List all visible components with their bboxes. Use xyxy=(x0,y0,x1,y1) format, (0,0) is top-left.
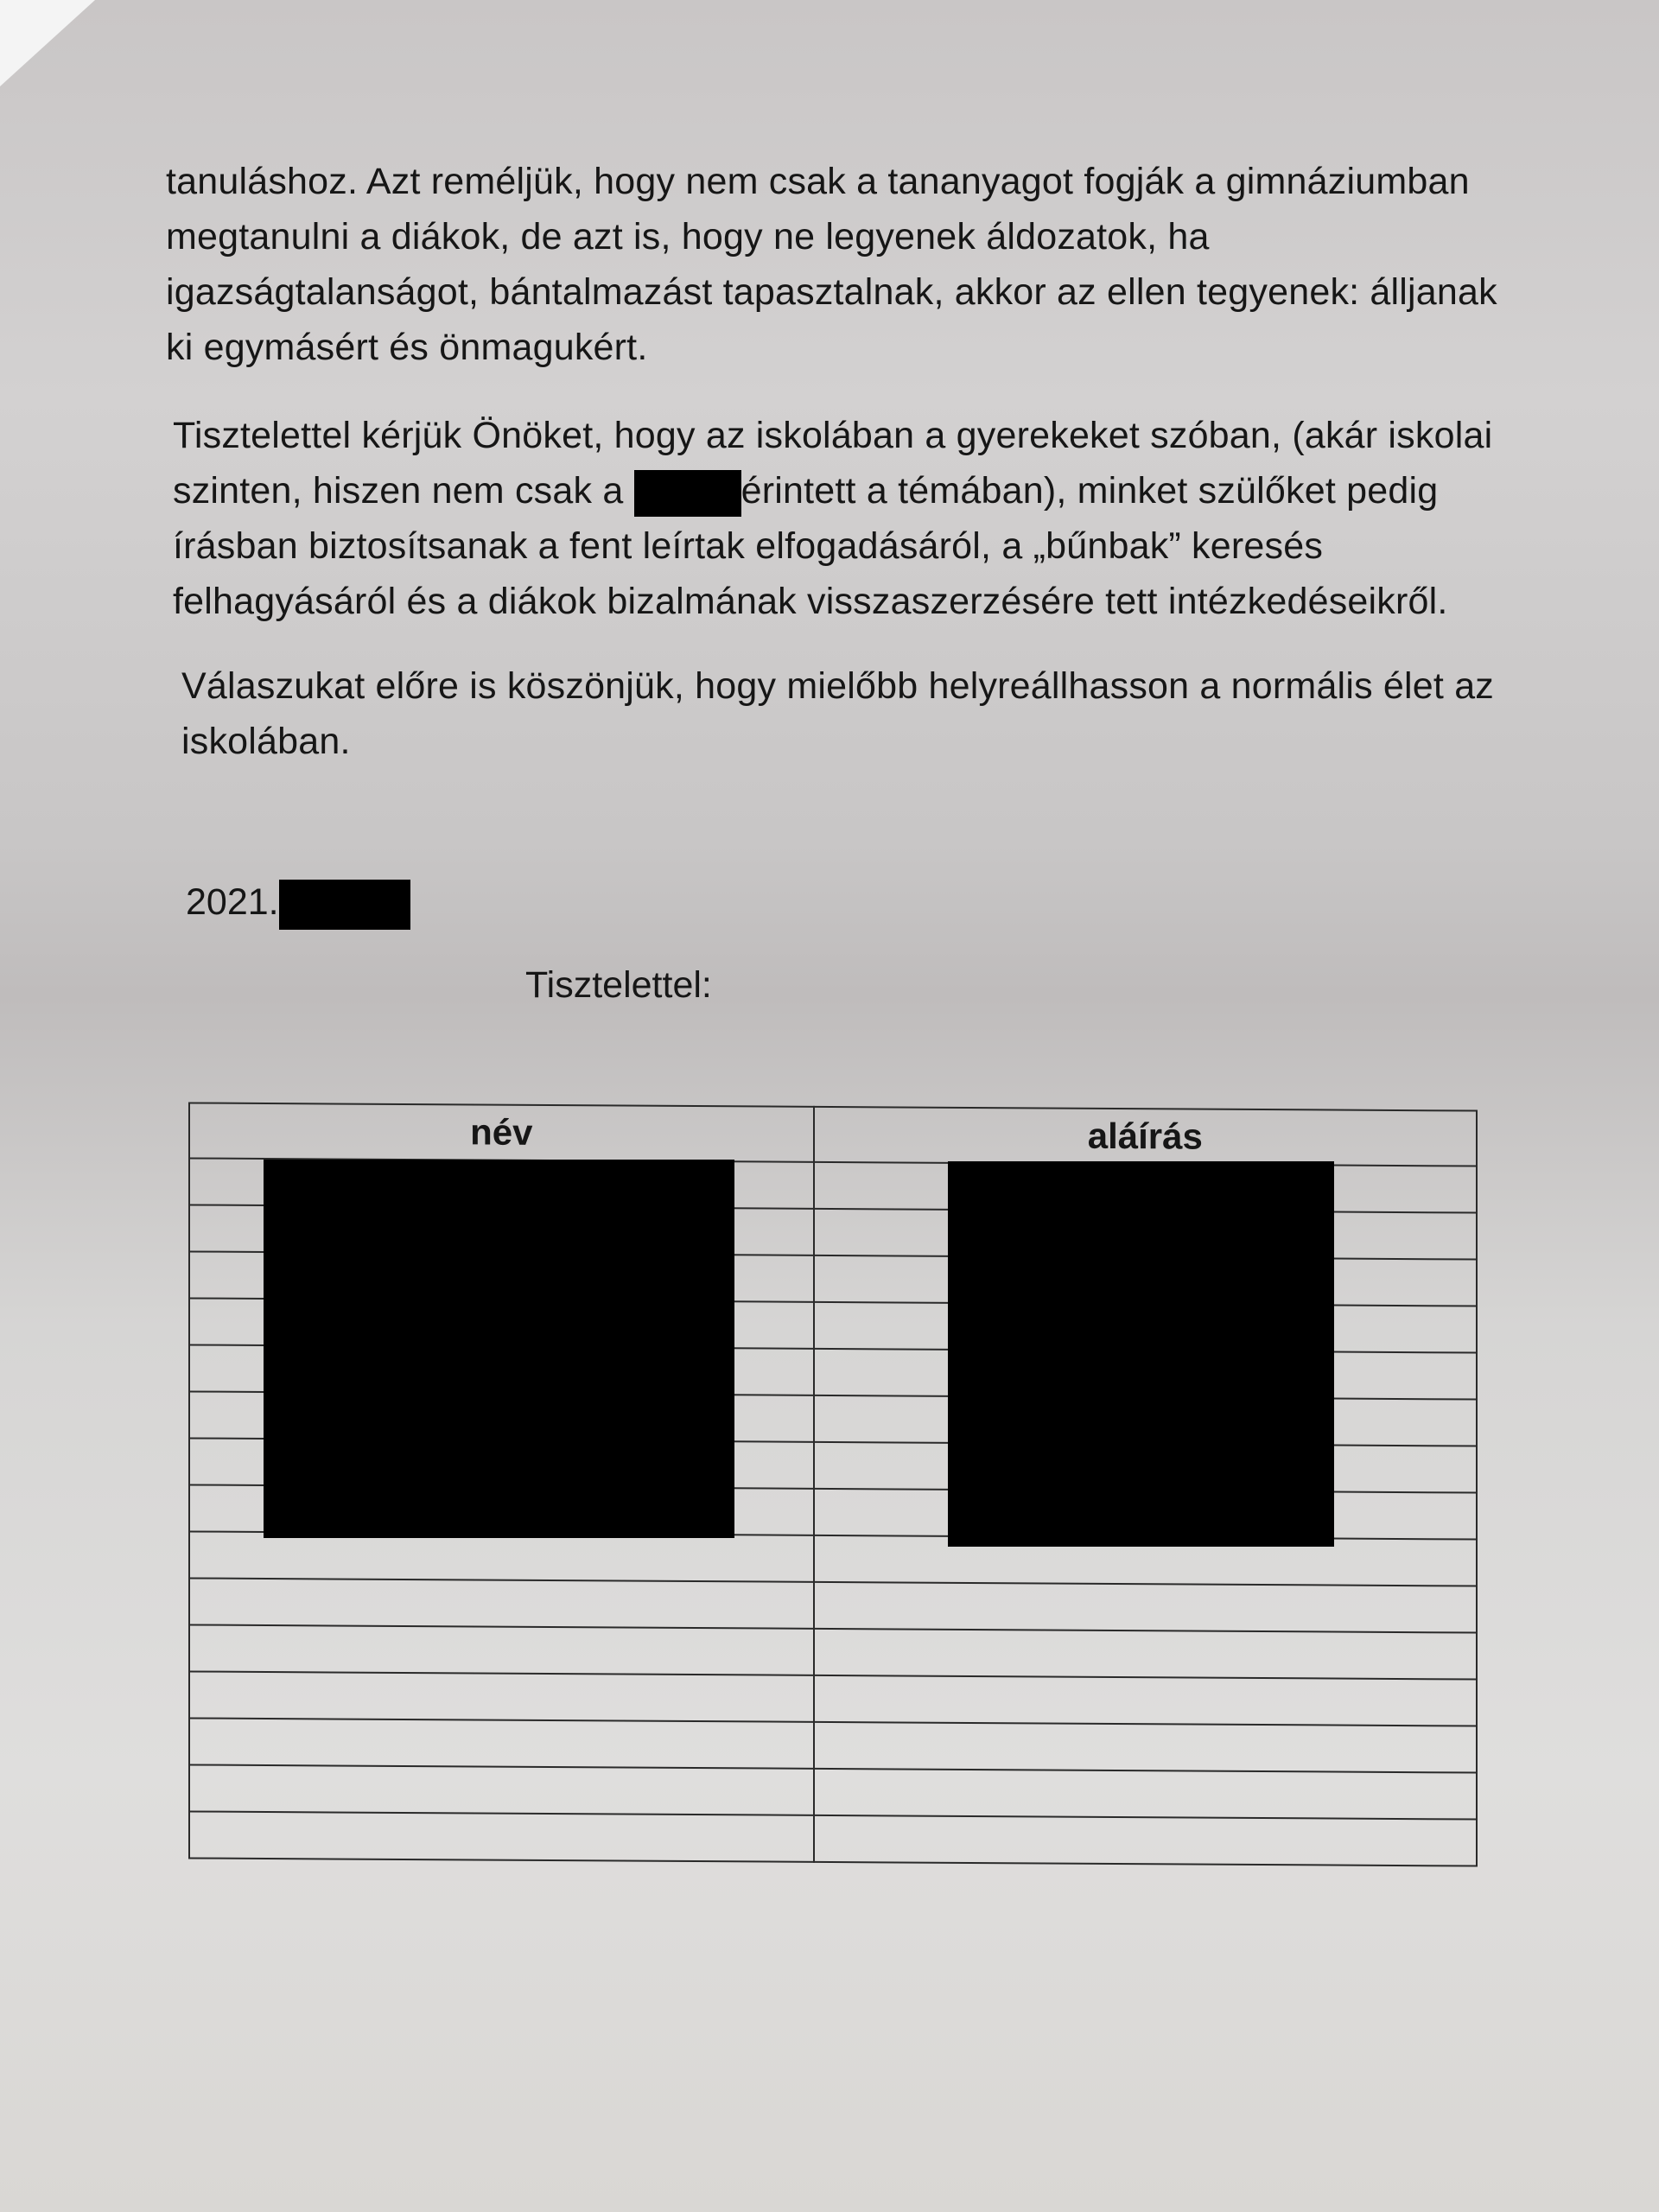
paragraph-1-line: tanuláshoz. Azt reméljük, hogy nem csak a tananyagot fogják a gimnáziumban xyxy=(166,161,1470,202)
paragraph-2-line: felhagyásáról és a diákok bizalmának visszaszerzésére tett intézkedéseikről. xyxy=(173,581,1448,622)
table-row xyxy=(189,1578,1477,1632)
table-row xyxy=(189,1811,1477,1866)
paragraph-1-line: igazságtalanságot, bántalmazást tapasztalnak, akkor az ellen tegyenek: álljanak xyxy=(166,271,1497,313)
signature-cell xyxy=(814,1582,1477,1633)
paragraph-1 xyxy=(166,154,1497,375)
redaction-block-signatures xyxy=(948,1161,1334,1547)
table-row xyxy=(189,1764,1477,1819)
name-cell xyxy=(189,1531,814,1581)
signature-cell xyxy=(814,1629,1477,1680)
table-row xyxy=(189,1671,1477,1726)
date-text: 2021. xyxy=(186,881,279,923)
name-cell xyxy=(189,1624,814,1675)
name-cell xyxy=(189,1811,814,1861)
redaction-block-names xyxy=(264,1160,734,1538)
closing-text: Tisztelettel: xyxy=(525,964,712,1006)
signature-cell xyxy=(814,1722,1477,1773)
paragraph-1-line: megtanulni a diákok, de azt is, hogy ne legyenek áldozatok, ha xyxy=(166,216,1210,257)
table-row xyxy=(189,1624,1477,1679)
signature-cell xyxy=(814,1675,1477,1726)
name-cell xyxy=(189,1718,814,1768)
signature-cell xyxy=(814,1815,1477,1866)
paragraph-2-line xyxy=(173,463,1492,518)
page-fold-corner xyxy=(0,0,95,86)
name-cell xyxy=(189,1764,814,1815)
date-line xyxy=(186,874,410,930)
column-header-name: név xyxy=(189,1103,814,1161)
table-row xyxy=(189,1718,1477,1772)
redaction-block xyxy=(279,880,410,930)
name-cell xyxy=(189,1578,814,1628)
paragraph-2-text: szinten, hiszen nem csak a xyxy=(173,470,634,512)
paragraph-3-line: iskolában. xyxy=(181,721,351,762)
paragraph-2-line: írásban biztosítsanak a fent leírtak elfogadásáról, a „bűnbak” keresés xyxy=(173,525,1324,567)
column-header-signature: aláírás xyxy=(814,1107,1477,1166)
paragraph-2 xyxy=(173,408,1492,629)
name-cell xyxy=(189,1671,814,1721)
paragraph-3-line: Válaszukat előre is köszönjük, hogy mielőbb helyreállhasson a normális élet az xyxy=(181,665,1495,707)
paragraph-2-text: érintett a témában), minket szülőket pedig xyxy=(741,470,1439,512)
redaction-block xyxy=(634,470,741,517)
paragraph-2-line: Tisztelettel kérjük Önöket, hogy az iskolában a gyerekeket szóban, (akár iskolai xyxy=(173,415,1493,456)
paragraph-1-line: ki egymásért és önmagukért. xyxy=(166,327,648,368)
signature-cell xyxy=(814,1769,1477,1820)
paragraph-3 xyxy=(181,658,1494,769)
